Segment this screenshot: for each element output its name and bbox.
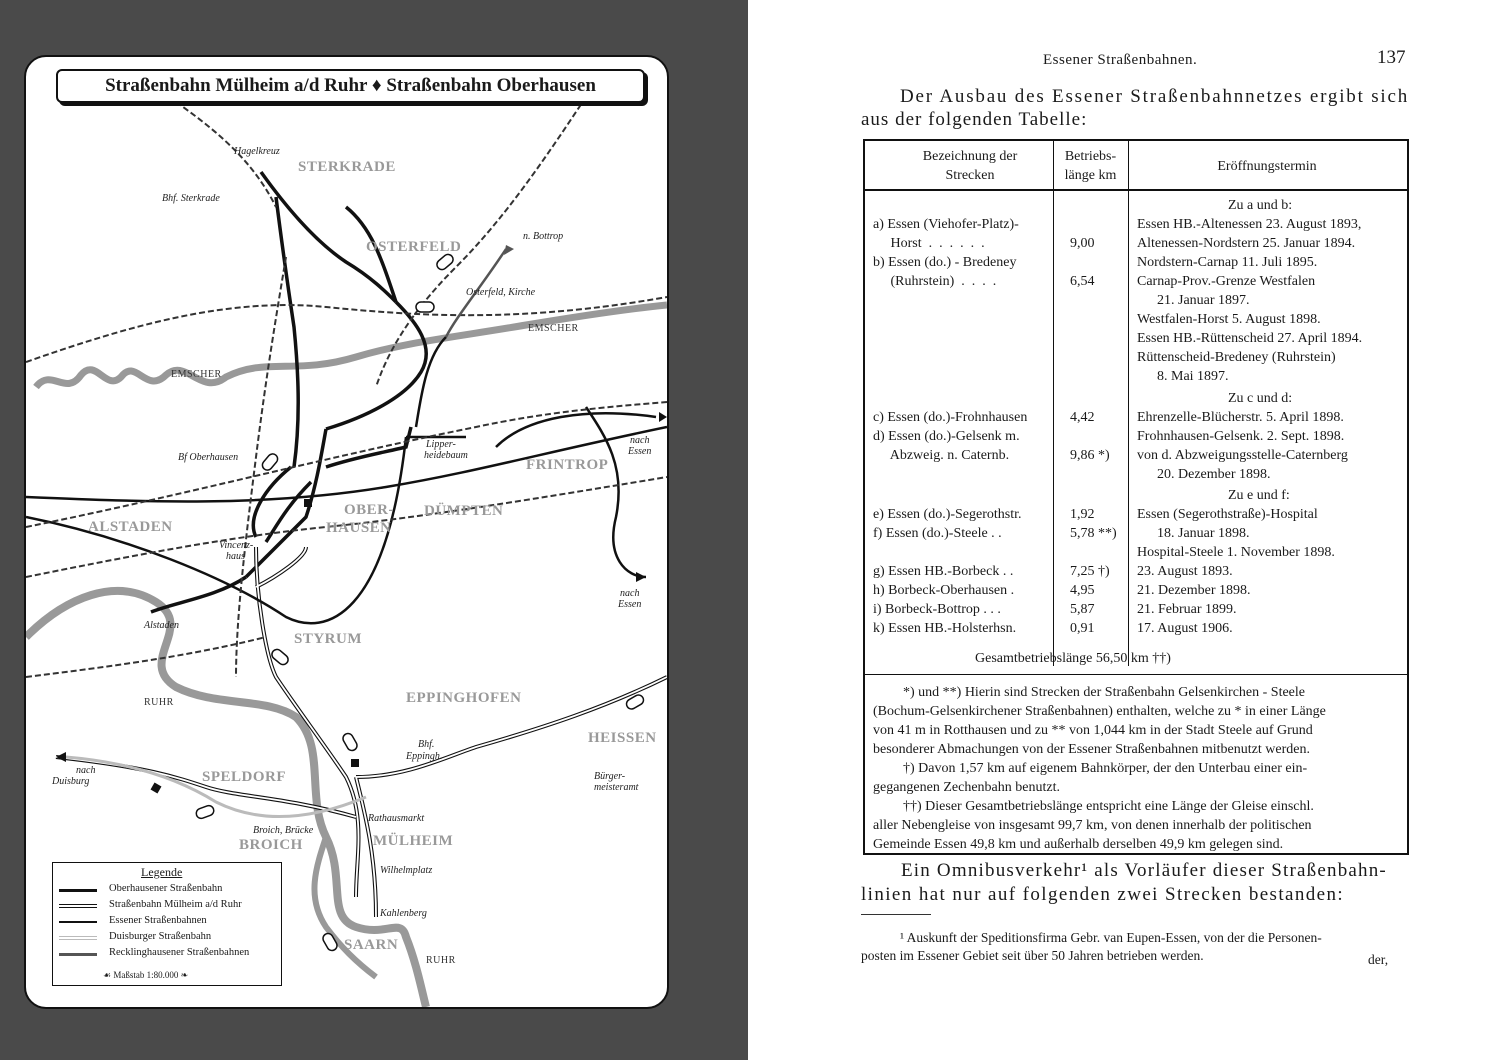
table-note-line: gegangenen Zechenbahn benutzt. (873, 780, 1060, 795)
place-broich-bruecke: Broich, Brücke (253, 825, 314, 836)
length-h: 4,95 (1070, 583, 1095, 598)
opening-line: Carnap-Prov.-Grenze Westfalen (1137, 274, 1316, 289)
place-n-bottrop: n. Bottrop (523, 231, 564, 242)
district-styrum: STYRUM (294, 631, 363, 647)
length-a: 9,00 (1070, 236, 1095, 251)
opening-i: 21. Februar 1899. (1137, 602, 1237, 617)
header-col-2-line-2: länge km (1064, 168, 1117, 183)
route-e: e) Essen (do.)-Segerothstr. (873, 507, 1022, 522)
footnote-rule (861, 914, 931, 915)
district-speldorf: SPELDORF (202, 769, 287, 785)
route-h: h) Borbeck-Oberhausen . (873, 583, 1015, 598)
opening-line: Hospital-Steele 1. November 1898. (1137, 545, 1335, 560)
notes-rule (865, 674, 1407, 675)
opening-line: Rüttenscheid-Bredeney (Ruhrstein) (1137, 350, 1336, 365)
district-oberhausen-1: OBER- (344, 502, 395, 518)
place-kahlenberg: Kahlenberg (380, 908, 427, 919)
length-b: 6,54 (1070, 274, 1095, 289)
length-f: 5,78 **) (1070, 526, 1117, 541)
legend-swatch (59, 936, 97, 940)
map-title-separator: ♦ (371, 75, 382, 96)
catchword: der, (1368, 952, 1389, 967)
place-nach-duisburg-2: Duisburg (52, 776, 90, 787)
place-nach-essen-b-1: nach (620, 588, 640, 599)
opening-group-ab: Zu a und b: (1228, 198, 1293, 213)
column-rule-1 (1053, 141, 1054, 666)
route-b-line-2: (Ruhrstein) . . . . (873, 274, 997, 289)
opening-line: 8. Mai 1897. (1157, 369, 1229, 384)
place-bhf-eppingh-2: Eppingh. (406, 751, 443, 762)
opening-line: Nordstern-Carnap 11. Juli 1895. (1137, 255, 1318, 270)
place-buergermeisteramt-2: meisteramt (594, 782, 639, 793)
footnote-line-1: ¹ Auskunft der Speditionsfirma Gebr. van Eupen-Essen, von der die Personen- (900, 930, 1322, 945)
header-col-2-line-1: Betriebs- (1064, 149, 1117, 164)
running-header: Essener Straßenbahnen. (1043, 52, 1198, 68)
header-col-1 (895, 147, 1045, 185)
ruhr-river-branch (314, 837, 376, 977)
left-page-map (0, 0, 748, 1060)
length-g: 7,25 †) (1070, 564, 1110, 579)
place-nach-duisburg-1: nach (76, 765, 96, 776)
right-page-text (748, 0, 1500, 1060)
table-note-line: †) Davon 1,57 km auf eigenem Bahnkörper, der den Unterbau einer ein- (903, 761, 1308, 776)
legend-swatch (59, 953, 97, 956)
river-label-emscher-right: EMSCHER (528, 323, 579, 334)
legend-swatch (59, 889, 97, 892)
river-label-ruhr-lower: RUHR (426, 955, 456, 966)
legend-swatch (59, 904, 97, 908)
map-legend (52, 862, 282, 986)
header-col-1-line-2: Strecken (945, 168, 995, 183)
page-number: 137 (1377, 47, 1406, 68)
district-duempten: DÜMPTEN (424, 503, 504, 519)
route-b-line-1: b) Essen (do.) - Bredeney (873, 255, 1017, 270)
header-col-1-line-1: Bezeichnung der (922, 149, 1018, 164)
place-nach-essen-b-2: Essen (618, 599, 642, 610)
emscher-river (36, 305, 667, 387)
district-alstaden: ALSTADEN (88, 519, 173, 535)
legend-scale: ☙ Maßstab 1:80.000 ❧ (103, 970, 189, 980)
route-g: g) Essen HB.-Borbeck . . (873, 564, 1014, 579)
opening-line: Essen HB.-Altenessen 23. August 1893, (1137, 217, 1362, 232)
opening-g: 23. August 1893. (1137, 564, 1233, 579)
place-alstaden: Alstaden (144, 620, 179, 631)
district-saarn: SAARN (344, 937, 399, 953)
place-hagelkreuz: Hagelkreuz (234, 146, 280, 157)
map-title (56, 69, 645, 103)
opening-line: Ehrenzelle-Blücherstr. 5. April 1898. (1137, 410, 1344, 425)
route-k: k) Essen HB.-Holsterhsn. (873, 621, 1017, 636)
total-length: Gesamtbetriebslänge 56,50 km ††) (975, 651, 1171, 666)
table-note-line: besonderer Abmachungen von der Essener Straßenbahnen mitbenutzt werden. (873, 742, 1310, 757)
district-sterkrade: STERKRADE (298, 159, 396, 175)
route-f: f) Essen (do.)-Steele . . (873, 526, 1002, 541)
map-title-left: Straßenbahn Mülheim a/d Ruhr (105, 75, 368, 96)
legend-label: Duisburger Straßenbahn (109, 931, 212, 942)
legend-label: Oberhausener Straßenbahn (109, 883, 223, 894)
opening-k: 17. August 1906. (1137, 621, 1233, 636)
table-note-line: aller Nebengleise von insgesamt 99,7 km, von denen innerhalb der politischen (873, 818, 1312, 833)
extension-table (863, 139, 1409, 855)
place-wilhelmplatz: Wilhelmplatz (380, 865, 433, 876)
table-note-line: Gemeinde Essen 49,8 km und außerhalb derselben 49,9 km gelegen sind. (873, 837, 1284, 852)
column-rule-2 (1128, 141, 1129, 666)
legend-item-oberhausen (59, 883, 277, 897)
opening-line: Altenessen-Nordstern 25. Januar 1894. (1137, 236, 1356, 251)
length-c: 4,42 (1070, 410, 1095, 425)
opening-line: Westfalen-Horst 5. August 1898. (1137, 312, 1321, 327)
length-d: 9,86 *) (1070, 448, 1110, 463)
length-k: 0,91 (1070, 621, 1095, 636)
legend-item-recklinghausen (59, 947, 277, 961)
district-oberhausen-2: HAUSEN (326, 520, 392, 536)
legend-label: Straßenbahn Mülheim a/d Ruhr (109, 899, 242, 910)
opening-line: Frohnhausen-Gelsenk. 2. Sept. 1898. (1137, 429, 1345, 444)
route-a-line-2: Horst . . . . . . (873, 236, 985, 251)
length-i: 5,87 (1070, 602, 1095, 617)
header-col-2 (1053, 147, 1128, 185)
map-title-right: Straßenbahn Oberhausen (386, 75, 596, 96)
header-rule (865, 189, 1407, 191)
length-e: 1,92 (1070, 507, 1095, 522)
route-d-line-1: d) Essen (do.)-Gelsenk m. (873, 429, 1020, 444)
route-d-line-2: Abzweig. n. Caternb. (873, 448, 1010, 463)
legend-item-duisburg (59, 931, 277, 945)
district-broich: BROICH (239, 837, 303, 853)
legend-item-muelheim (59, 899, 277, 913)
tram-map (24, 55, 669, 1009)
opening-group-cd: Zu c und d: (1228, 391, 1293, 406)
place-nach-essen-a-2: Essen (628, 446, 652, 457)
district-heissen: HEISSEN (588, 730, 657, 746)
place-lipperheidebaum-1: Lipper- (426, 439, 456, 450)
footnote-line-2: posten im Essener Gebiet seit über 50 Jahren betrieben werden. (861, 948, 1204, 963)
table-note-line: von 41 m in Rotthausen und zu ** von 1,044 km in der Stadt Steele auf Grund (873, 723, 1313, 738)
table-note-line: ††) Dieser Gesamtbetriebslänge entspricht eine Länge der Gleise einschl. (903, 799, 1314, 814)
legend-heading: Legende (141, 865, 183, 879)
place-bf-oberhausen: Bf Oberhausen (178, 452, 239, 463)
district-eppinghofen: EPPINGHOFEN (406, 690, 522, 706)
omnibus-line-2: linien hat nur auf folgenden zwei Strecken bestanden: (861, 884, 1345, 905)
opening-group-ef: Zu e und f: (1228, 488, 1290, 503)
table-note-line: *) und **) Hierin sind Strecken der Straßenbahn Gelsenkirchen - Steele (903, 685, 1305, 700)
opening-line: 18. Januar 1898. (1157, 526, 1250, 541)
opening-line: von d. Abzweigungsstelle-Caternberg (1137, 448, 1348, 463)
intro-line-1: Der Ausbau des Essener Straßenbahnnetzes ergibt sich (900, 86, 1410, 107)
omnibus-line-1: Ein Omnibusverkehr¹ als Vorläufer dieser Straßenbahn- (901, 860, 1387, 881)
legend-label: Essener Straßenbahnen (109, 915, 207, 926)
district-muelheim: MÜLHEIM (373, 833, 454, 849)
place-rathausmarkt: Rathausmarkt (368, 813, 425, 824)
place-nach-essen-a-1: nach (630, 435, 650, 446)
place-buergermeisteramt-1: Bürger- (594, 771, 626, 782)
place-vincenzhaus-2: haus (226, 551, 245, 562)
legend-label: Recklinghausener Straßenbahnen (109, 947, 250, 958)
opening-line: Essen HB.-Rüttenscheid 27. April 1894. (1137, 331, 1363, 346)
route-i: i) Borbeck-Bottrop . . . (873, 602, 1001, 617)
header-col-3: Eröffnungstermin (1217, 159, 1317, 174)
opening-line: 20. Dezember 1898. (1157, 467, 1271, 482)
opening-line: Essen (Segerothstraße)-Hospital (1137, 507, 1318, 522)
legend-swatch (59, 921, 97, 923)
place-vincenzhaus-1: Vincenz- (219, 540, 254, 551)
opening-h: 21. Dezember 1898. (1137, 583, 1251, 598)
river-label-ruhr-upper: RUHR (144, 697, 174, 708)
place-osterfeld-kirche: Osterfeld, Kirche (466, 287, 536, 298)
route-c: c) Essen (do.)-Frohnhausen (873, 410, 1028, 425)
place-bhf-sterkrade: Bhf. Sterkrade (162, 193, 220, 204)
place-bhf-eppingh-1: Bhf. (418, 739, 435, 750)
table-note-line: (Bochum-Gelsenkirchener Straßenbahnen) enthalten, welche zu * in einer Länge (873, 704, 1326, 719)
intro-line-2: aus der folgenden Tabelle: (861, 109, 1088, 130)
place-lipperheidebaum-2: heidebaum (424, 450, 468, 461)
route-a-line-1: a) Essen (Viehofer-Platz)- (873, 217, 1019, 232)
district-osterfeld: OSTERFELD (366, 239, 462, 255)
district-frintrop: FRINTROP (526, 457, 609, 473)
river-label-emscher-left: EMSCHER (171, 369, 222, 380)
legend-item-essen (59, 915, 277, 929)
opening-line: 21. Januar 1897. (1157, 293, 1250, 308)
